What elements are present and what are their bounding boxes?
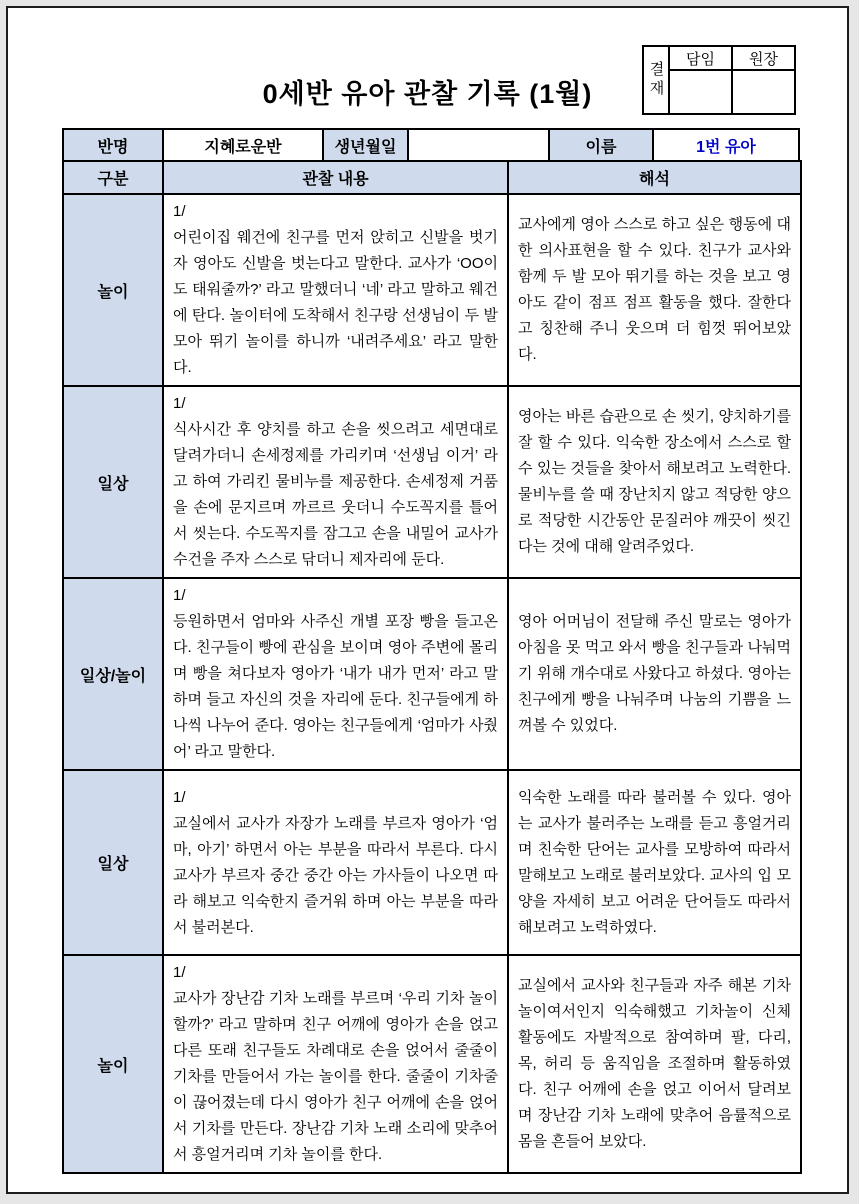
approval-col-director: 원장 <box>732 46 795 70</box>
observation-text: 등원하면서 엄마와 사주신 개별 포장 빵을 들고온다. 친구들이 빵에 관심을 보이며 영아 주변에 몰리며 빵을 쳐다보자 영아가 ‘내가 내가 먼저’ 라고 말하며 들고 자신의 것을 자리에 둔다. 친구들에게 하나씩 나누어 준다. 영아는 친구들에게 ‘엄마가 사줬어’ 라고 말한다. <box>173 613 498 760</box>
row-interpretation: 영아는 바른 습관으로 손 씻기, 양치하기를 잘 할 수 있다. 익숙한 장소에서 스스로 할 수 있는 것들을 찾아서 해보려고 노력한다. 물비누를 쓸 때 장난치지 않고 적당한 양으로 적당한 시간동안 문질러야 깨끗이 씻긴다는 것에 대해 알려주었다. <box>508 386 801 578</box>
birth-date-value <box>408 129 549 161</box>
approval-sign-director <box>732 70 795 114</box>
observation-date: 1/ <box>173 964 186 981</box>
table-row <box>63 578 801 770</box>
observation-date: 1/ <box>173 788 186 806</box>
observation-text: 식사시간 후 양치를 하고 손을 씻으려고 세면대로 달려가더니 손세정제를 가리키며 ‘선생님 이거’ 라고 하여 가리킨 물비누를 제공한다. 손세정제 거품을 손에 문지르며 까르르 웃더니 수도꼭지를 틀어서 씻는다. 수도꼭지를 잠그고 손을 내밀어 교사가 수건을 주자 스스로 닦더니 제자리에 둔다. <box>173 421 498 568</box>
observation-date: 1/ <box>173 395 186 412</box>
row-observation <box>163 194 508 386</box>
observation-date: 1/ <box>173 587 186 604</box>
row-category: 일상 <box>63 770 163 955</box>
row-interpretation: 교사에게 영아 스스로 하고 싶은 행동에 대한 의사표현을 할 수 있다. 친구가 교사와 함께 두 발 모아 뛰기를 하는 것을 보고 영아도 같이 점프 점프 활동을 했다. 잘한다고 칭찬해 주니 웃으며 더 힘껏 뛰어보았다. <box>508 194 801 386</box>
class-name-value: 지혜로운반 <box>163 129 323 161</box>
row-observation <box>163 578 508 770</box>
info-row <box>63 129 799 161</box>
approval-col-teacher: 담임 <box>669 46 732 70</box>
table-row <box>63 386 801 578</box>
approval-label: 결재 <box>643 46 669 114</box>
row-interpretation: 영아 어머님이 전달해 주신 말로는 영아가 아침을 못 먹고 와서 빵을 친구들과 나눠먹기 위해 개수대로 사왔다고 하셨다. 영아는 친구에게 빵을 나눠주며 나눔의 기쁨을 느껴볼 수 있었다. <box>508 578 801 770</box>
row-observation <box>163 955 508 1173</box>
row-interpretation: 익숙한 노래를 따라 불러볼 수 있다. 영아는 교사가 불러주는 노래를 듣고 흥얼거리며 친숙한 단어는 교사를 모방하여 따라서 말해보고 노래로 불러보았다. 교사의 입 모양을 자세히 보고 어려운 단어들도 따라서 해보려고 노력하였다. <box>508 770 801 955</box>
table-row <box>63 770 801 955</box>
row-observation <box>163 770 508 955</box>
birth-date-label: 생년월일 <box>323 129 408 161</box>
approval-box <box>642 45 796 115</box>
observation-text: 교사가 장난감 기차 노래를 부르며 ‘우리 기차 놀이 할까?’ 라고 말하며 친구 어깨에 영아가 손을 얹고 다른 또래 친구들도 차례대로 손을 얹어서 줄줄이 기차를 만들어서 가는 놀이를 한다. 줄줄이 기차줄이 끊어졌는데 다시 영아가 친구 어깨에 손을 얹어서 기차를 만든다. 장난감 기차 노래 소리에 맞추어서 흥얼거리며 기차 놀이를 한다. <box>173 990 498 1163</box>
class-name-label: 반명 <box>63 129 163 161</box>
table-row <box>63 955 801 1173</box>
child-name-value: 1번 유아 <box>653 129 799 161</box>
observation-text: 어린이집 웨건에 친구를 먼저 앉히고 신발을 벗기자 영아도 신발을 벗는다고 말한다. 교사가 ‘OO이도 태워줄까?’ 라고 말했더니 ‘네’ 라고 말하고 웨건에 탄다. 놀이터에 도착해서 친구랑 선생님이 두 발 모아 뛰기 놀이를 하니까 ‘내려주세요’ 라고 말한다. <box>173 229 498 376</box>
row-interpretation: 교실에서 교사와 친구들과 자주 해본 기차놀이여서인지 익숙해했고 기차놀이 신체활동에도 자발적으로 참여하며 팔, 다리, 목, 허리 등 움직임을 조절하며 활동하였다. 친구 어깨에 손을 얹고 이어서 달려보며 장난감 기차 노래에 맞추어 음률적으로 몸을 흔들어 보았다. <box>508 955 801 1173</box>
table-row <box>63 194 801 386</box>
row-observation <box>163 386 508 578</box>
document-page <box>6 6 849 1194</box>
observation-date: 1/ <box>173 203 186 220</box>
page-title: 0세반 유아 관찰 기록 (1월) <box>262 79 593 109</box>
row-category: 일상/놀이 <box>63 578 163 770</box>
info-table <box>62 128 800 162</box>
child-name-label: 이름 <box>549 129 653 161</box>
header-row <box>63 161 801 194</box>
row-category: 일상 <box>63 386 163 578</box>
header-category: 구분 <box>63 161 163 194</box>
row-category: 놀이 <box>63 955 163 1173</box>
observation-table <box>62 160 802 1174</box>
header-interpretation: 해석 <box>508 161 801 194</box>
row-category: 놀이 <box>63 194 163 386</box>
approval-sign-teacher <box>669 70 732 114</box>
header-observation: 관찰 내용 <box>163 161 508 194</box>
observation-text: 교실에서 교사가 자장가 노래를 부르자 영아가 ‘엄마, 아기’ 하면서 아는 부분을 따라서 부른다. 다시 교사가 부르자 중간 중간 아는 가사들이 나오면 따라 해보고 익숙한지 즐거워 하며 아는 부분을 따라서 불러본다. <box>173 814 498 936</box>
